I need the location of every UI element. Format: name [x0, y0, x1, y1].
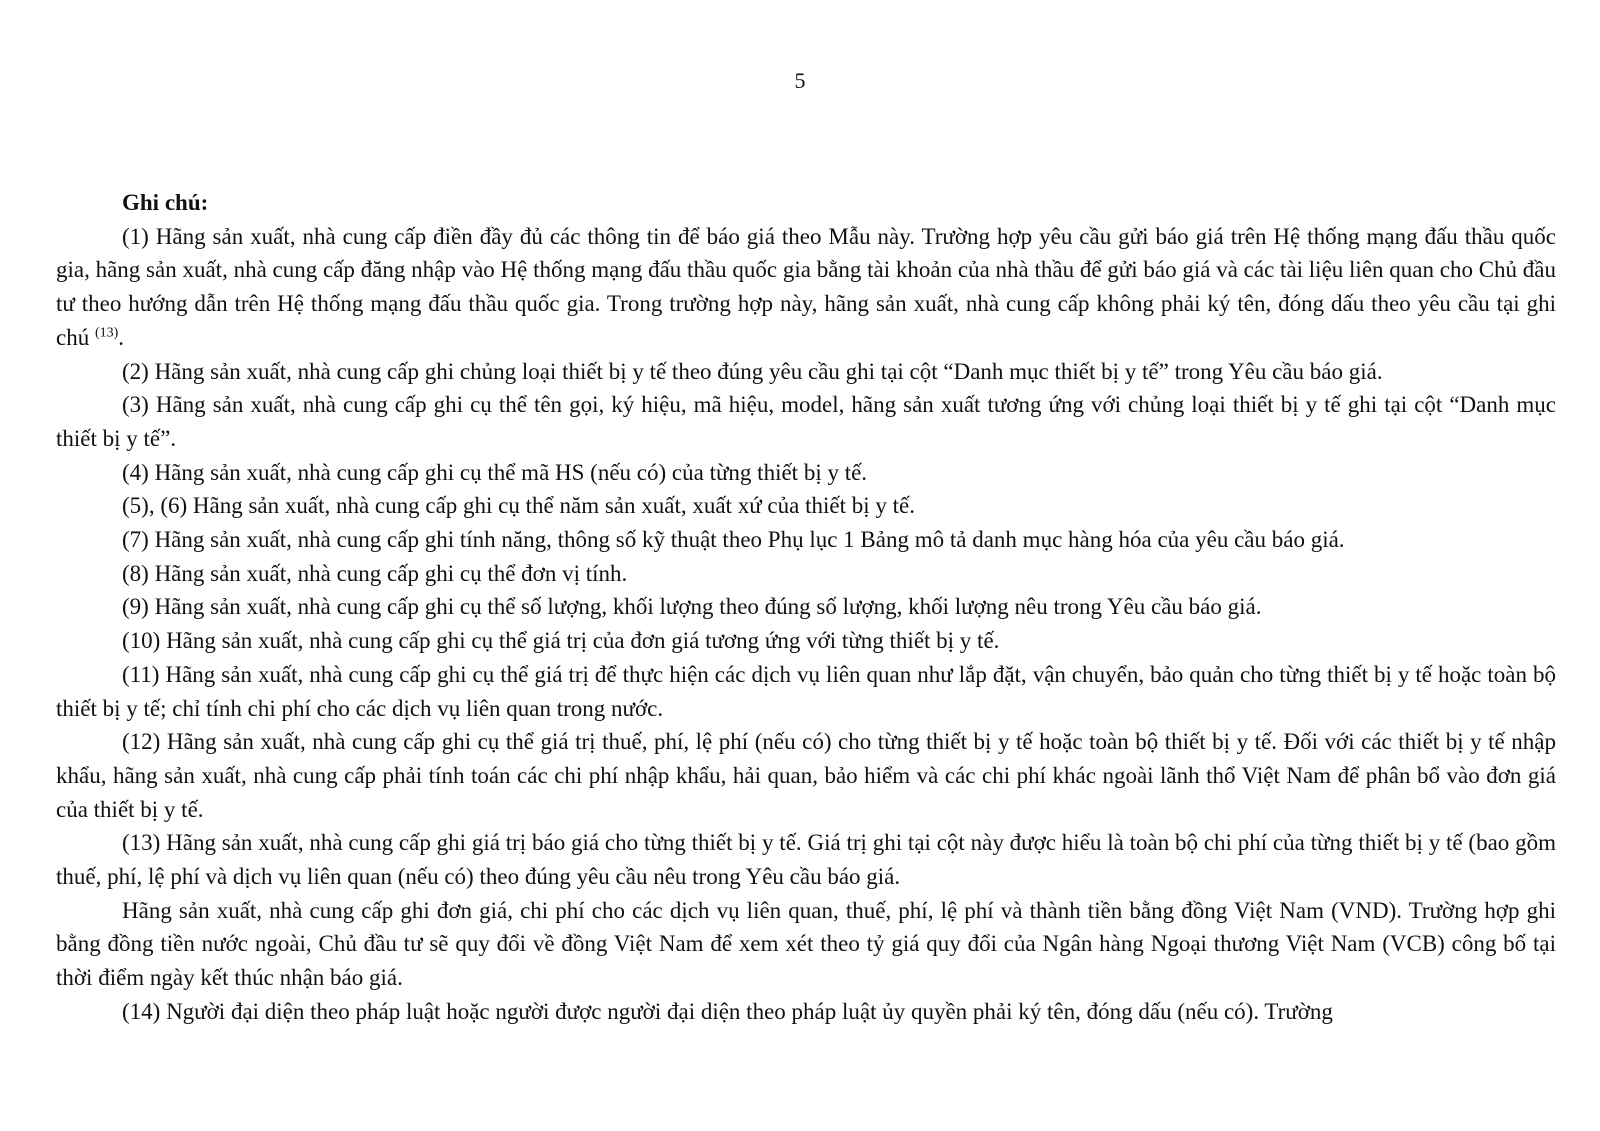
note-5-6: (5), (6) Hãng sản xuất, nhà cung cấp ghi cụ thể năm sản xuất, xuất xứ của thiết bị y tế. [122, 493, 915, 519]
note-1-text: (1) Hãng sản xuất, nhà cung cấp điền đầy đủ các thông tin để báo giá theo Mẫu này. Trường hợp yêu cầu gửi báo giá trên Hệ thống mạng đấu thầu quốc gia, hãng sản xuất, nhà cung cấp đăng nhập vào Hệ thống mạng đấu thầu quốc gia bằng tài khoản của nhà thầu để gửi báo giá và các tài liệu liên quan cho Chủ đầu tư theo hướng dẫn trên Hệ thống mạng đấu thầu quốc gia. Trong trường hợp này, hãng sản xuất, nhà cung cấp không phải ký tên, đóng dấu theo yêu cầu tại ghi chú [56, 223, 1556, 350]
note-13: (13) Hãng sản xuất, nhà cung cấp ghi giá trị báo giá cho từng thiết bị y tế. Giá trị ghi tại cột này được hiểu là toàn bộ chi phí của từng thiết bị y tế (bao gồm thuế, phí, lệ phí và dịch vụ liên quan (nếu có) theo đúng yêu cầu nêu trong Yêu cầu báo giá. [56, 830, 1556, 890]
notes-heading: Ghi chú: [122, 190, 209, 215]
note-12: (12) Hãng sản xuất, nhà cung cấp ghi cụ thể giá trị thuế, phí, lệ phí (nếu có) cho từng thiết bị y tế hoặc toàn bộ thiết bị y tế. Đối với các thiết bị y tế nhập khẩu, hãng sản xuất, nhà cung cấp phải tính toán các chi phí nhập khẩu, hải quan, bảo hiểm và các chi phí khác ngoài lãnh thổ Việt Nam để phân bổ vào đơn giá của thiết bị y tế. [56, 729, 1556, 822]
page-number: 5 [794, 68, 806, 93]
note-1 [56, 220, 1556, 355]
note-10: (10) Hãng sản xuất, nhà cung cấp ghi cụ thể giá trị của đơn giá tương ứng với từng thiết bị y tế. [122, 628, 1000, 654]
note-9: (9) Hãng sản xuất, nhà cung cấp ghi cụ thể số lượng, khối lượng theo đúng số lượng, khối lượng nêu trong Yêu cầu báo giá. [122, 594, 1262, 620]
note-1-superscript: (13) [94, 325, 119, 341]
note-4: (4) Hãng sản xuất, nhà cung cấp ghi cụ thể mã HS (nếu có) của từng thiết bị y tế. [122, 459, 868, 485]
note-3: (3) Hãng sản xuất, nhà cung cấp ghi cụ thể tên gọi, ký hiệu, mã hiệu, model, hãng sản xuất tương ứng với chủng loại thiết bị y tế ghi tại cột “Danh mục thiết bị y tế”. [56, 392, 1556, 451]
notes-section [56, 186, 1556, 1029]
note-1-tail: . [118, 324, 125, 350]
note-8: (8) Hãng sản xuất, nhà cung cấp ghi cụ thể đơn vị tính. [122, 560, 628, 586]
note-2: (2) Hãng sản xuất, nhà cung cấp ghi chủng loại thiết bị y tế theo đúng yêu cầu ghi tại cột “Danh mục thiết bị y tế” trong Yêu cầu báo giá. [122, 358, 1383, 384]
note-11: (11) Hãng sản xuất, nhà cung cấp ghi cụ thể giá trị để thực hiện các dịch vụ liên quan như lắp đặt, vận chuyển, bảo quản cho từng thiết bị y tế hoặc toàn bộ thiết bị y tế; chỉ tính chi phí cho các dịch vụ liên quan trong nước. [56, 661, 1556, 721]
note-currency: Hãng sản xuất, nhà cung cấp ghi đơn giá, chi phí cho các dịch vụ liên quan, thuế, phí, lệ phí và thành tiền bằng đồng Việt Nam (VND). Trường hợp ghi bằng đồng tiền nước ngoài, Chủ đầu tư sẽ quy đổi về đồng Việt Nam để xem xét theo tỷ giá quy đổi của Ngân hàng Ngoại thương Việt Nam (VCB) công bố tại thời điểm ngày kết thúc nhận báo giá. [56, 897, 1556, 991]
note-14: (14) Người đại diện theo pháp luật hoặc người được người đại diện theo pháp luật ủy quyền phải ký tên, đóng dấu (nếu có). Trường [122, 998, 1333, 1024]
note-7: (7) Hãng sản xuất, nhà cung cấp ghi tính năng, thông số kỹ thuật theo Phụ lục 1 Bảng mô tả danh mục hàng hóa của yêu cầu báo giá. [122, 527, 1345, 553]
